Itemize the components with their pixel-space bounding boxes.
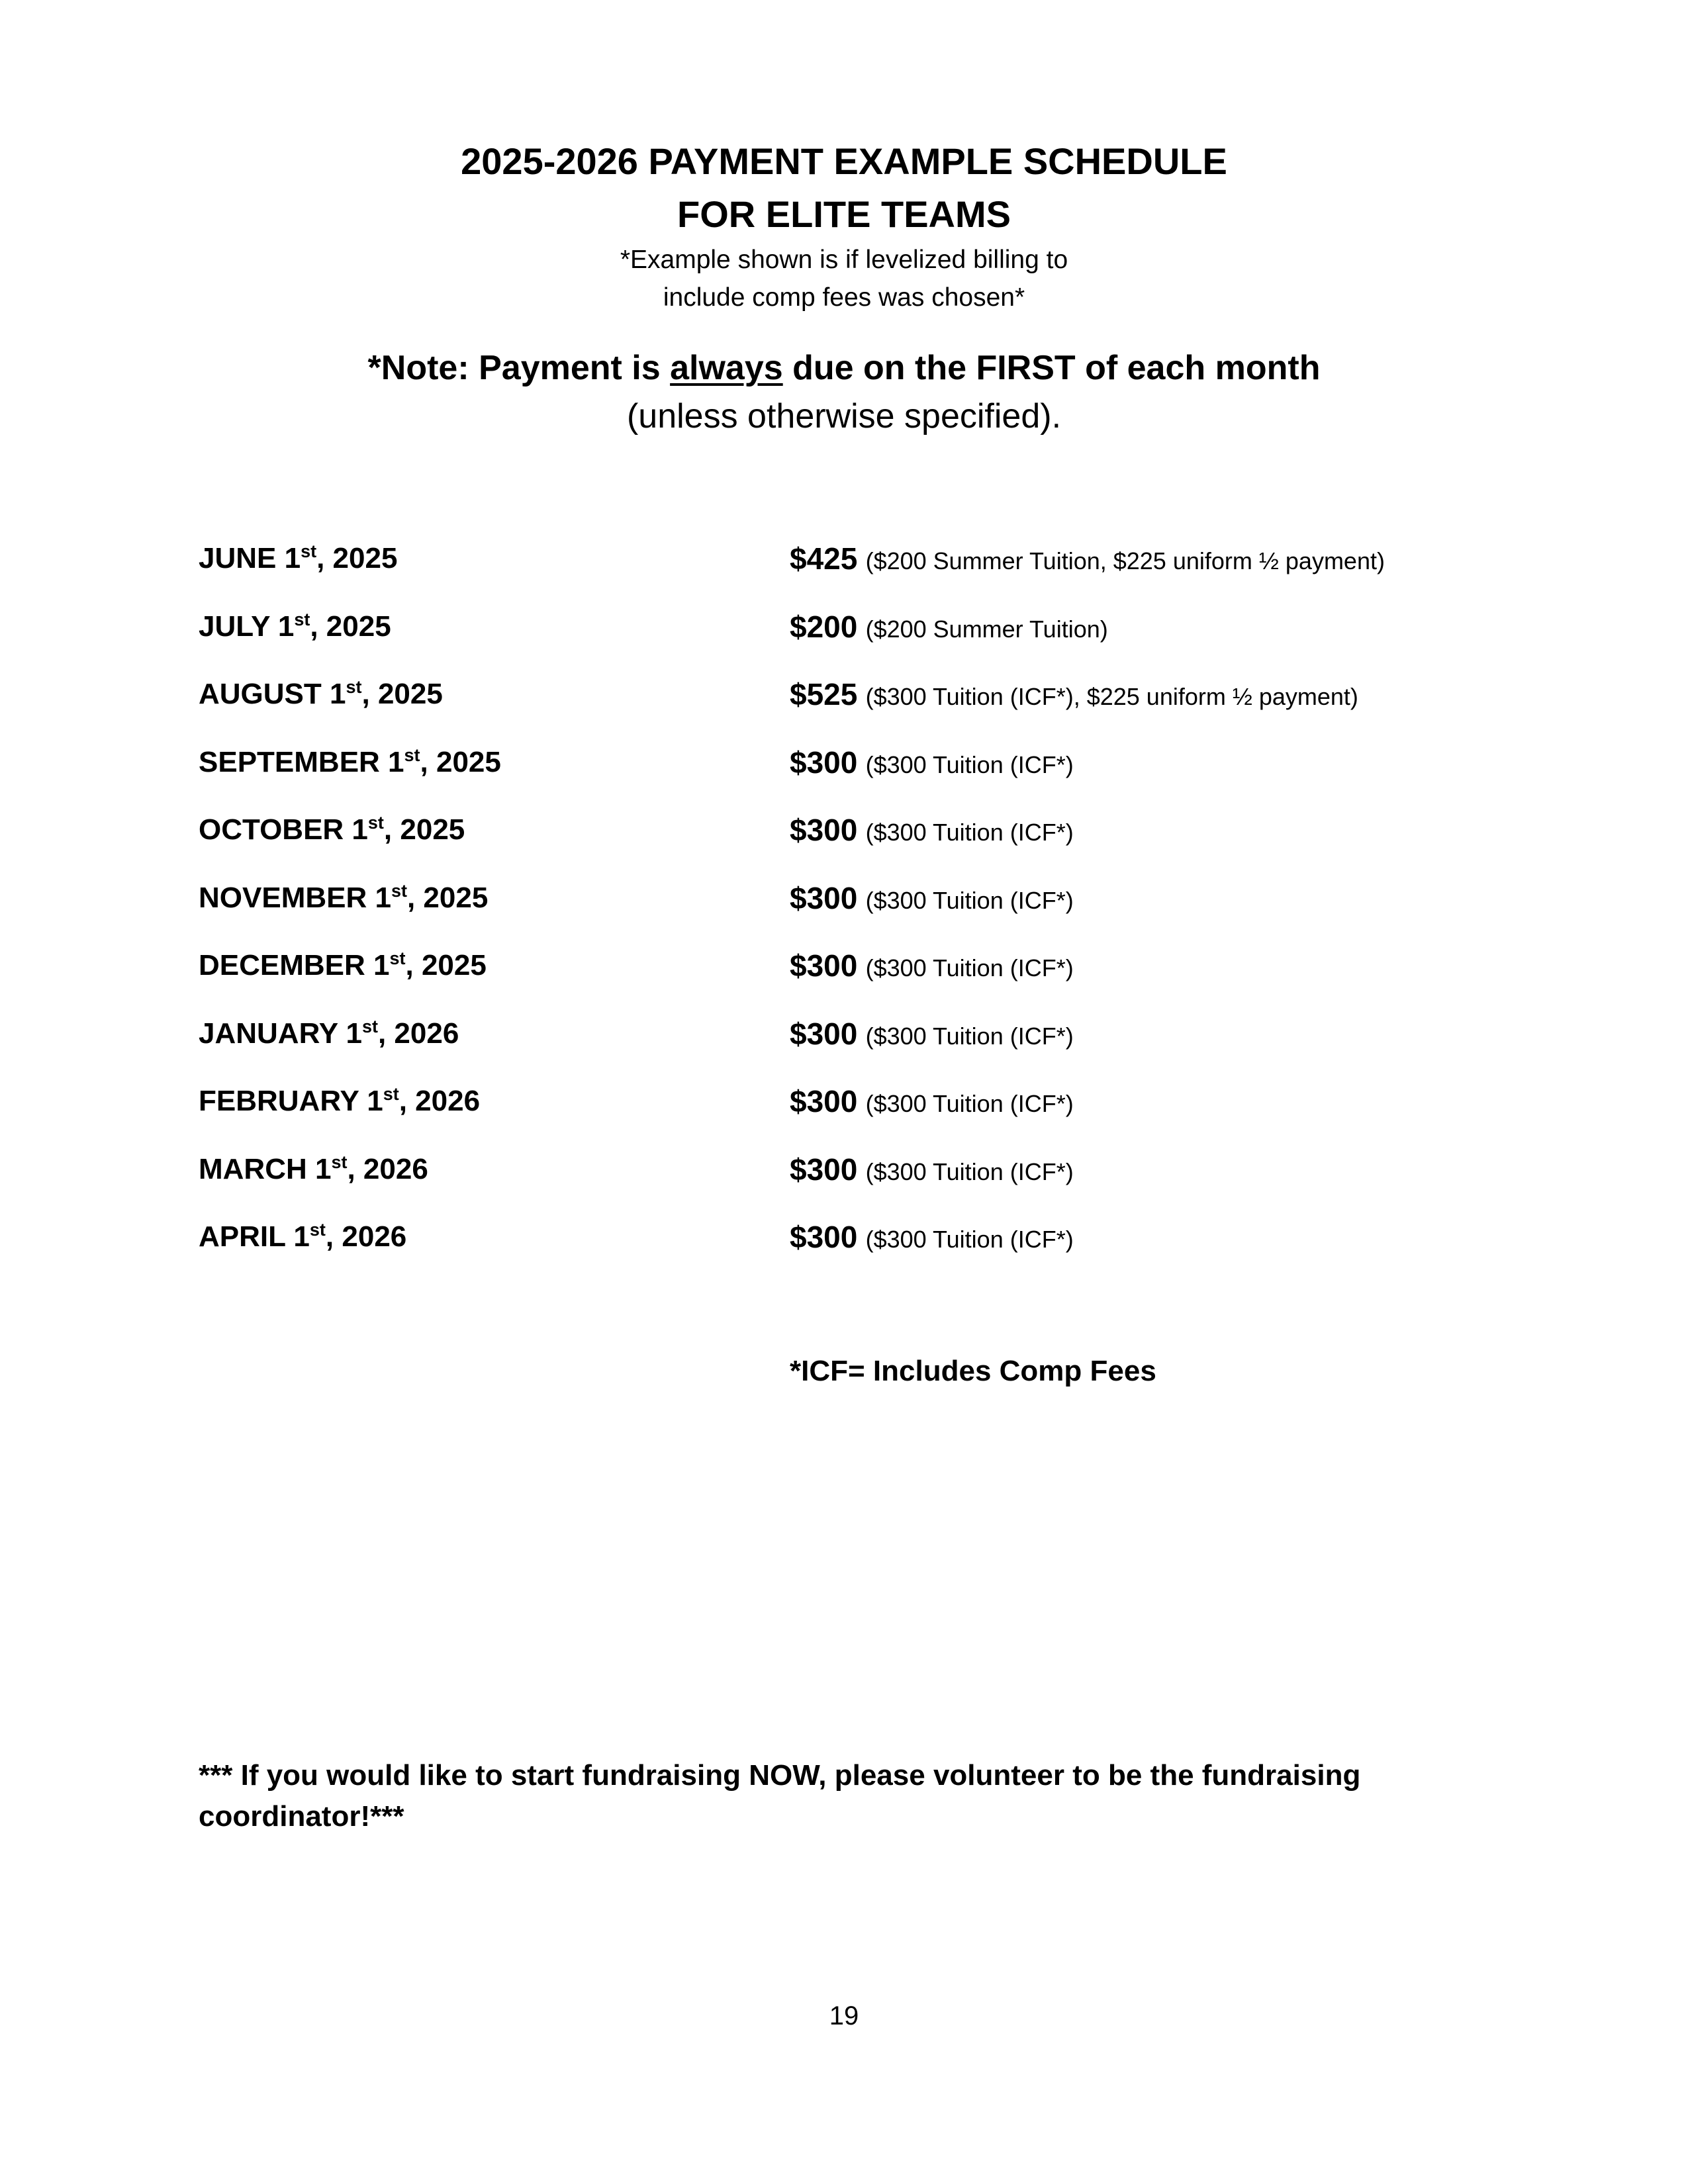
date-year: , 2025 xyxy=(316,542,398,574)
schedule-row xyxy=(199,813,1523,881)
schedule-payment xyxy=(790,948,1074,985)
schedule-row xyxy=(199,1017,1523,1085)
schedule-date xyxy=(199,1084,480,1118)
payment-amount: $300 xyxy=(790,1220,858,1254)
payment-due-note xyxy=(0,347,1688,388)
date-month: JANUARY 1 xyxy=(199,1017,362,1050)
schedule-row xyxy=(199,948,1523,1017)
fundraising-note: *** If you would like to start fundraising NOW, please volunteer to be the fundraising coordinator!*** xyxy=(199,1759,1361,1833)
date-ordinal: st xyxy=(301,541,317,561)
date-ordinal: st xyxy=(389,948,406,968)
date-year: , 2025 xyxy=(361,678,443,710)
schedule-date xyxy=(199,1017,459,1051)
date-year: , 2026 xyxy=(399,1085,481,1117)
payment-amount: $525 xyxy=(790,677,858,711)
schedule-date xyxy=(199,677,443,711)
schedule-payment xyxy=(790,881,1074,918)
page-title-line-2: FOR ELITE TEAMS xyxy=(677,193,1011,235)
page-number: 19 xyxy=(829,2001,859,2030)
schedule-date xyxy=(199,813,465,847)
payment-detail: ($300 Tuition (ICF*) xyxy=(865,751,1074,778)
payment-amount: $200 xyxy=(790,609,858,644)
payment-amount: $300 xyxy=(790,1152,858,1187)
payment-due-note-qualifier: (unless otherwise specified). xyxy=(626,397,1062,435)
payment-schedule xyxy=(199,541,1523,1288)
date-year: , 2026 xyxy=(325,1220,407,1253)
payment-detail: ($300 Tuition (ICF*), $225 uniform ½ payment) xyxy=(865,683,1358,710)
schedule-row xyxy=(199,1220,1523,1288)
schedule-payment xyxy=(790,813,1074,850)
schedule-row xyxy=(199,1152,1523,1220)
payment-detail: ($300 Tuition (ICF*) xyxy=(865,819,1074,846)
schedule-date xyxy=(199,881,488,915)
schedule-row xyxy=(199,881,1523,949)
schedule-row xyxy=(199,677,1523,745)
schedule-payment xyxy=(790,541,1385,578)
schedule-date xyxy=(199,948,487,983)
date-month: FEBRUARY 1 xyxy=(199,1085,383,1117)
date-ordinal: st xyxy=(346,677,362,697)
payment-detail: ($300 Tuition (ICF*) xyxy=(865,1090,1074,1117)
schedule-row xyxy=(199,745,1523,813)
payment-due-note-prefix: *Note: Payment is xyxy=(367,349,671,387)
date-ordinal: st xyxy=(309,1220,326,1240)
payment-amount: $300 xyxy=(790,1084,858,1118)
date-month: AUGUST 1 xyxy=(199,678,346,710)
date-year: , 2025 xyxy=(405,949,487,981)
date-year: , 2026 xyxy=(347,1152,428,1185)
payment-due-note-suffix: due on the FIRST of each month xyxy=(782,349,1321,387)
payment-detail: ($300 Tuition (ICF*) xyxy=(865,954,1074,981)
icf-legend: *ICF= Includes Comp Fees xyxy=(790,1355,1156,1387)
schedule-row xyxy=(199,541,1523,610)
payment-detail: ($200 Summer Tuition, $225 uniform ½ payment) xyxy=(865,547,1385,574)
example-note-line-2: include comp fees was chosen* xyxy=(663,283,1025,312)
schedule-date xyxy=(199,541,397,576)
payment-amount: $300 xyxy=(790,745,858,780)
date-ordinal: st xyxy=(404,745,420,765)
payment-detail: ($300 Tuition (ICF*) xyxy=(865,1158,1074,1185)
schedule-payment xyxy=(790,745,1074,782)
schedule-payment xyxy=(790,1152,1074,1189)
payment-amount: $300 xyxy=(790,813,858,847)
schedule-payment xyxy=(790,677,1358,714)
payment-detail: ($200 Summer Tuition) xyxy=(865,615,1108,643)
page-title-line-1: 2025-2026 PAYMENT EXAMPLE SCHEDULE xyxy=(461,140,1227,182)
date-month: JULY 1 xyxy=(199,610,295,643)
schedule-row xyxy=(199,610,1523,678)
date-ordinal: st xyxy=(383,1084,399,1104)
date-year: , 2025 xyxy=(406,881,489,914)
date-month: JUNE 1 xyxy=(199,542,301,574)
date-year: , 2025 xyxy=(310,610,391,643)
date-month: OCTOBER 1 xyxy=(199,813,368,846)
date-year: , 2025 xyxy=(420,745,501,778)
payment-amount: $300 xyxy=(790,1016,858,1051)
date-month: APRIL 1 xyxy=(199,1220,310,1253)
date-month: MARCH 1 xyxy=(199,1152,332,1185)
date-year: , 2026 xyxy=(377,1017,459,1050)
date-ordinal: st xyxy=(294,609,310,629)
payment-detail: ($300 Tuition (ICF*) xyxy=(865,886,1074,914)
date-month: DECEMBER 1 xyxy=(199,949,390,981)
date-year: , 2025 xyxy=(383,813,465,846)
schedule-date xyxy=(199,610,391,644)
date-month: SEPTEMBER 1 xyxy=(199,745,404,778)
date-ordinal: st xyxy=(367,813,384,833)
schedule-payment xyxy=(790,1017,1074,1054)
schedule-date xyxy=(199,745,501,780)
payment-amount: $300 xyxy=(790,948,858,983)
payment-amount: $300 xyxy=(790,880,858,915)
schedule-payment xyxy=(790,610,1108,647)
payment-detail: ($300 Tuition (ICF*) xyxy=(865,1022,1074,1050)
schedule-payment xyxy=(790,1220,1074,1257)
schedule-date xyxy=(199,1220,406,1254)
payment-amount: $425 xyxy=(790,541,858,576)
date-month: NOVEMBER 1 xyxy=(199,881,391,914)
schedule-row xyxy=(199,1084,1523,1152)
schedule-payment xyxy=(790,1084,1074,1121)
example-note-line-1: *Example shown is if levelized billing to xyxy=(620,246,1068,274)
payment-due-note-emphasis: always xyxy=(670,349,783,387)
payment-detail: ($300 Tuition (ICF*) xyxy=(865,1226,1074,1253)
schedule-date xyxy=(199,1152,428,1187)
date-ordinal: st xyxy=(391,880,407,901)
date-ordinal: st xyxy=(361,1016,378,1036)
date-ordinal: st xyxy=(331,1152,348,1172)
